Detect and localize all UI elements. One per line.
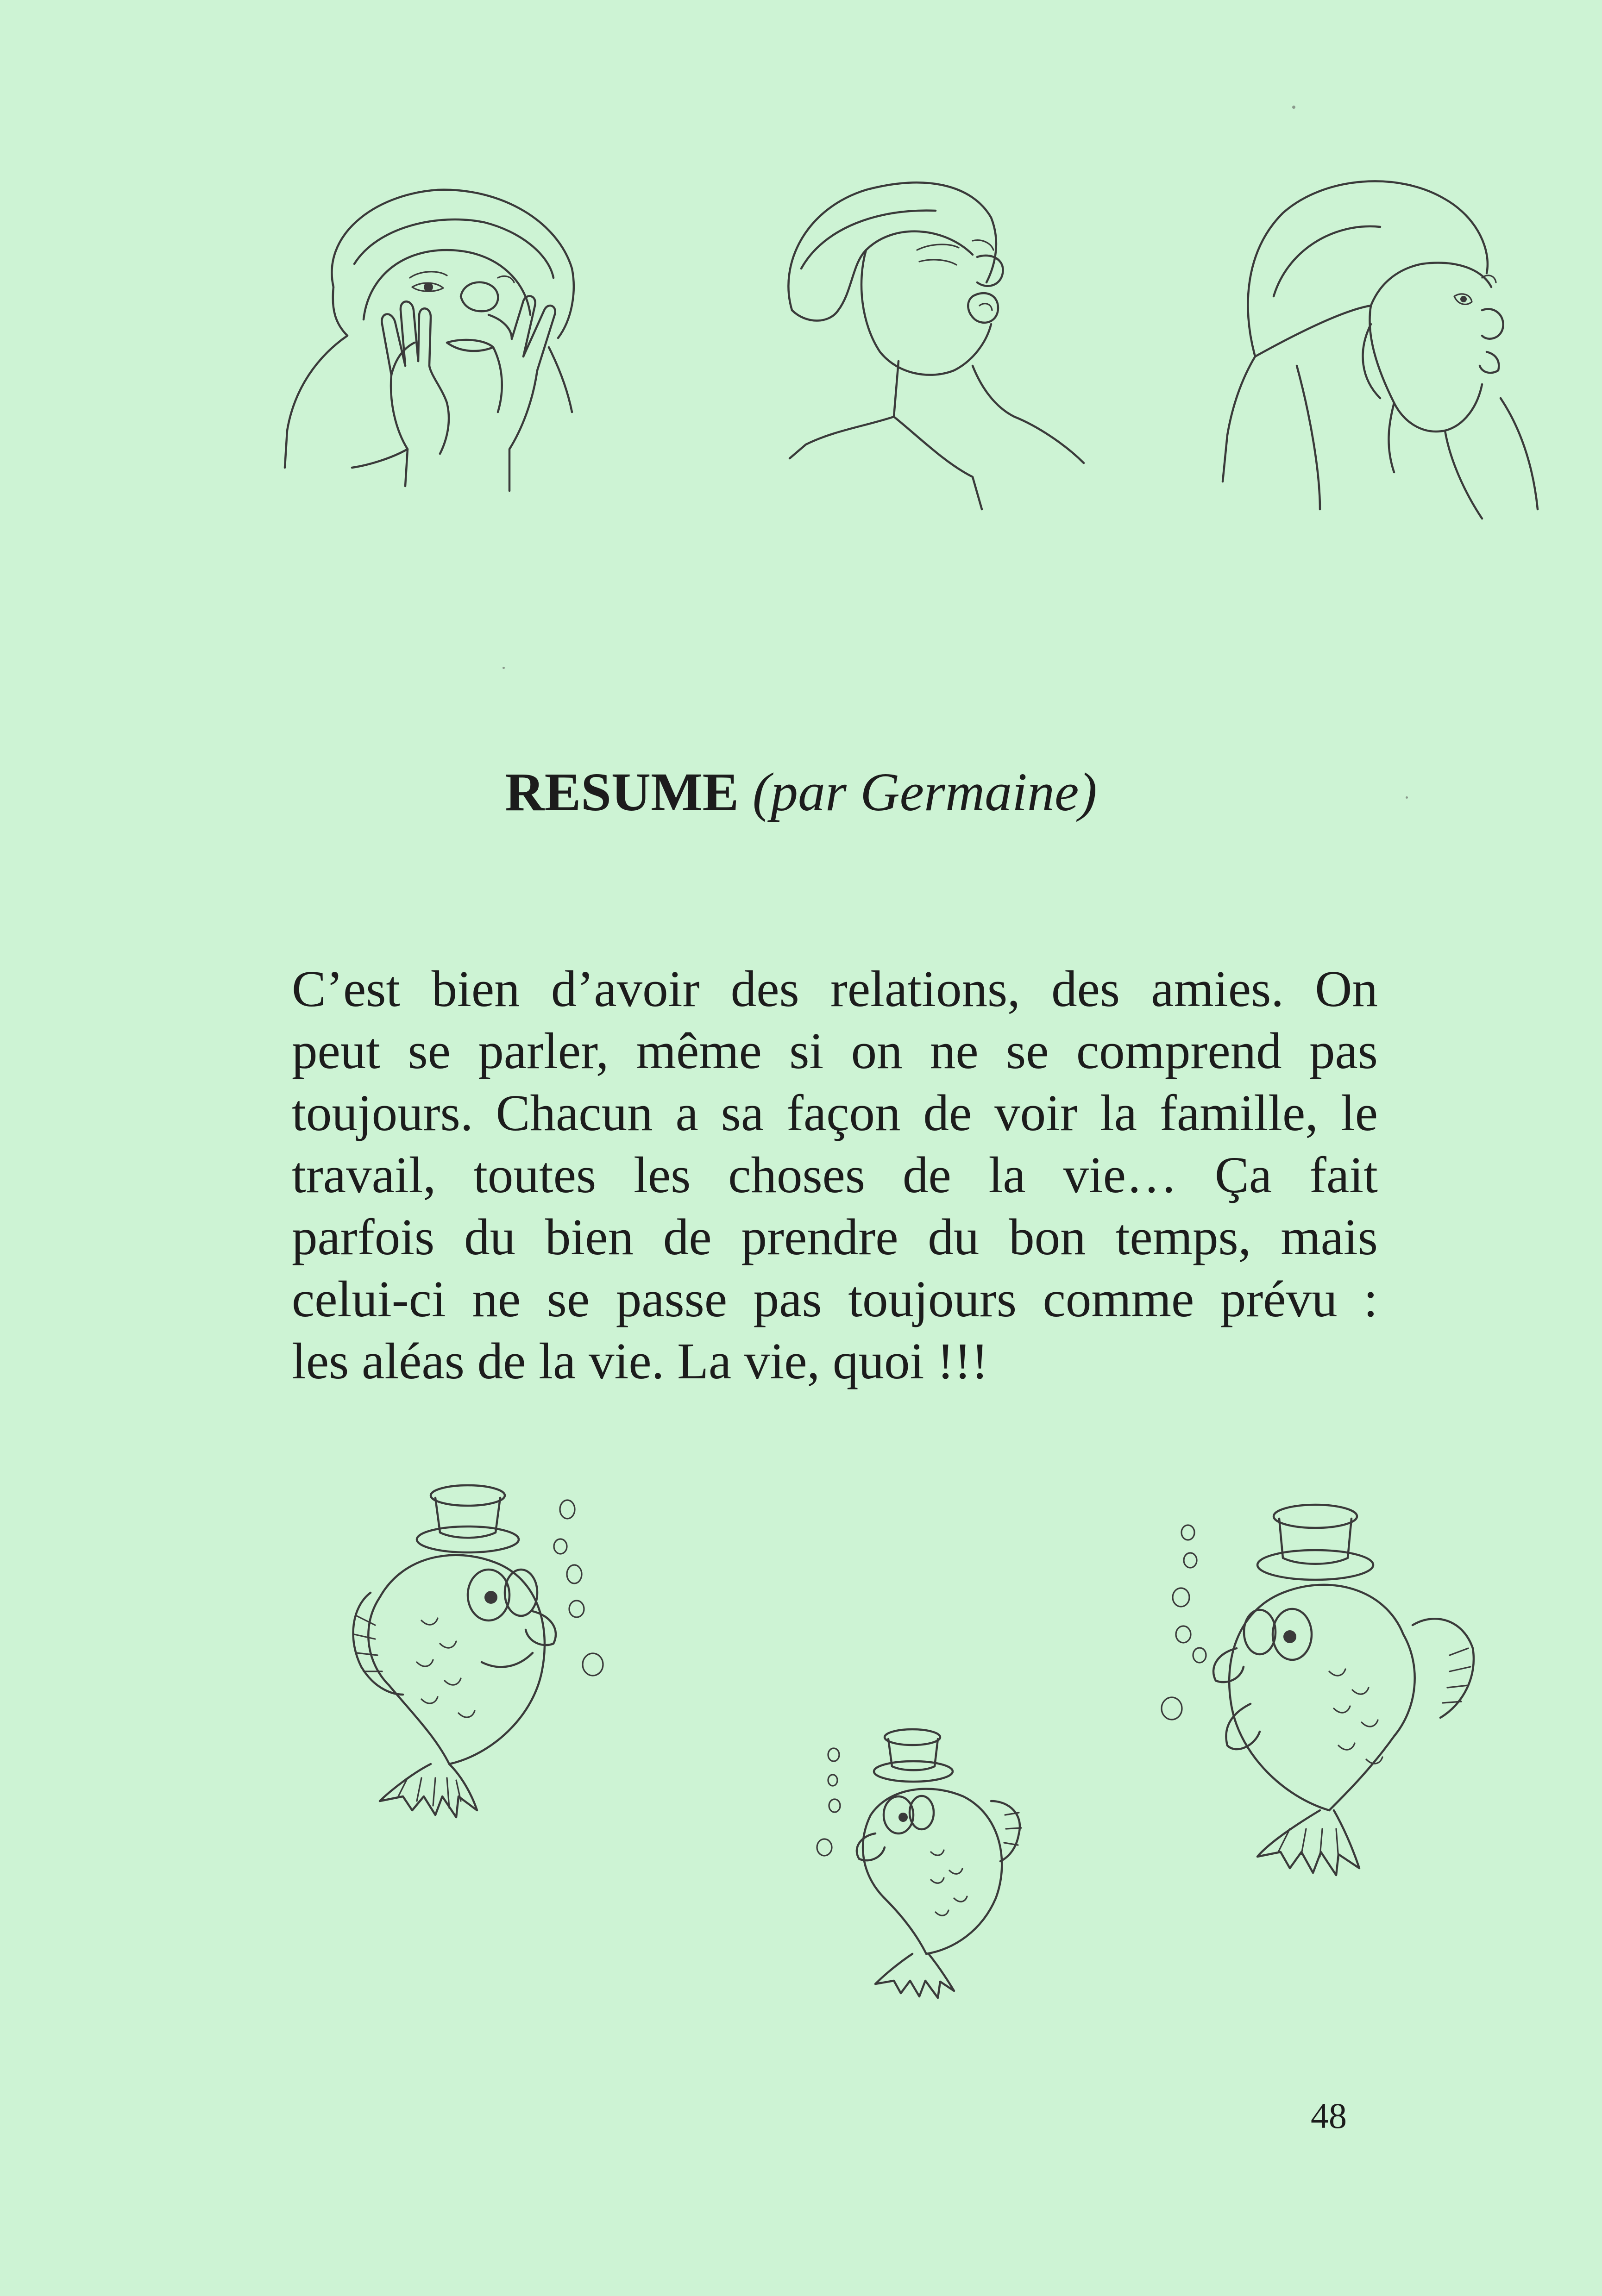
fish-with-top-hat-icon [343, 1477, 648, 1838]
paragraph-word: du [928, 1209, 980, 1266]
paragraph-word: voir [994, 1085, 1077, 1142]
paragraph-word: famille, [1159, 1085, 1318, 1142]
paragraph-word: le [1340, 1085, 1378, 1142]
paragraph-word: C’est [292, 961, 401, 1018]
paragraph-line [292, 1269, 1378, 1331]
summary-paragraph [292, 958, 1378, 1393]
scan-speck [503, 667, 505, 669]
paragraph-word: On [1315, 961, 1378, 1018]
paragraph-word: peut [292, 1023, 381, 1080]
paragraph-word: même [636, 1023, 762, 1080]
paragraph-word: pas [1309, 1023, 1378, 1080]
paragraph-word: du [464, 1209, 516, 1266]
paragraph-word: : [1363, 1271, 1378, 1328]
woman-head-hands-on-face-icon [252, 171, 604, 523]
paragraph-word: parler, [478, 1023, 609, 1080]
paragraph-word: se [1006, 1023, 1049, 1080]
paragraph-word: ne [930, 1023, 979, 1080]
paragraph-word: toutes [473, 1147, 597, 1204]
paragraph-word: prévu [1220, 1271, 1338, 1328]
paragraph-word: se [408, 1023, 451, 1080]
paragraph-word: on [851, 1023, 903, 1080]
paragraph-word: prendre [741, 1209, 898, 1266]
paragraph-word: la [988, 1147, 1026, 1204]
page-title [0, 759, 1602, 825]
paragraph-word: parfois [292, 1209, 435, 1266]
paragraph-line-last: les aléas de la vie. La vie, quoi !!! [292, 1333, 989, 1390]
paragraph-line [292, 1020, 1378, 1082]
paragraph-word: de [902, 1147, 951, 1204]
paragraph-word: amies. [1151, 961, 1284, 1018]
paragraph-word: de [923, 1085, 972, 1142]
paragraph-word: Chacun [496, 1085, 653, 1142]
paragraph-line [292, 958, 1378, 1020]
paragraph-line [292, 1145, 1378, 1207]
page-number: 48 [1311, 2096, 1347, 2136]
fish-with-top-hat-facing-left-illustration [1144, 1495, 1487, 1898]
paragraph-word: passe [616, 1271, 728, 1328]
scan-speck [1292, 106, 1295, 109]
paragraph-word: fait [1309, 1147, 1378, 1204]
paragraph-word: des [1051, 961, 1120, 1018]
paragraph-word: la [1099, 1085, 1137, 1142]
paragraph-word: de [663, 1209, 712, 1266]
paragraph-word: choses [728, 1147, 866, 1204]
paragraph-word: mais [1281, 1209, 1378, 1266]
paragraph-word: bien [545, 1209, 634, 1266]
paragraph-word: si [789, 1023, 824, 1080]
paragraph-word: a [675, 1085, 698, 1142]
fish-with-top-hat-small-icon [806, 1722, 1047, 2009]
fish-with-top-hat-small-illustration [806, 1722, 1047, 2009]
woman-head-profile-illustration [1204, 157, 1556, 537]
woman-head-profile-icon [1204, 157, 1556, 537]
paragraph-word: d’avoir [551, 961, 700, 1018]
title-main: RESUME [505, 762, 739, 822]
paragraph-word: des [730, 961, 799, 1018]
paragraph-word: Ça [1214, 1147, 1272, 1204]
woman-head-hands-on-face-illustration [252, 171, 604, 523]
paragraph-word: les [634, 1147, 691, 1204]
title-byline: (par Germaine) [752, 762, 1097, 822]
paragraph-word: vie… [1063, 1147, 1178, 1204]
woman-head-singing-illustration [713, 157, 1121, 528]
paragraph-line [292, 1082, 1378, 1145]
scan-speck [1406, 796, 1408, 799]
paragraph-word: temps, [1115, 1209, 1251, 1266]
woman-head-singing-icon [713, 157, 1121, 528]
paragraph-word: comprend [1076, 1023, 1282, 1080]
paragraph-word: sa [721, 1085, 764, 1142]
paragraph-word: travail, [292, 1147, 436, 1204]
paragraph-word: pas [753, 1271, 822, 1328]
paragraph-word: façon [786, 1085, 901, 1142]
paragraph-word: se [547, 1271, 590, 1328]
fish-with-top-hat-facing-left-icon [1144, 1495, 1487, 1898]
paragraph-word: celui-ci [292, 1271, 446, 1328]
paragraph-word: toujours [848, 1271, 1017, 1328]
paragraph-line [292, 1207, 1378, 1269]
paragraph-word: comme [1043, 1271, 1194, 1328]
paragraph-word: bon [1009, 1209, 1086, 1266]
paragraph-word: bien [431, 961, 520, 1018]
paragraph-word: relations, [830, 961, 1020, 1018]
paragraph-word: toujours. [292, 1085, 473, 1142]
paragraph-word: ne [472, 1271, 521, 1328]
fish-with-top-hat-illustration [343, 1477, 648, 1838]
